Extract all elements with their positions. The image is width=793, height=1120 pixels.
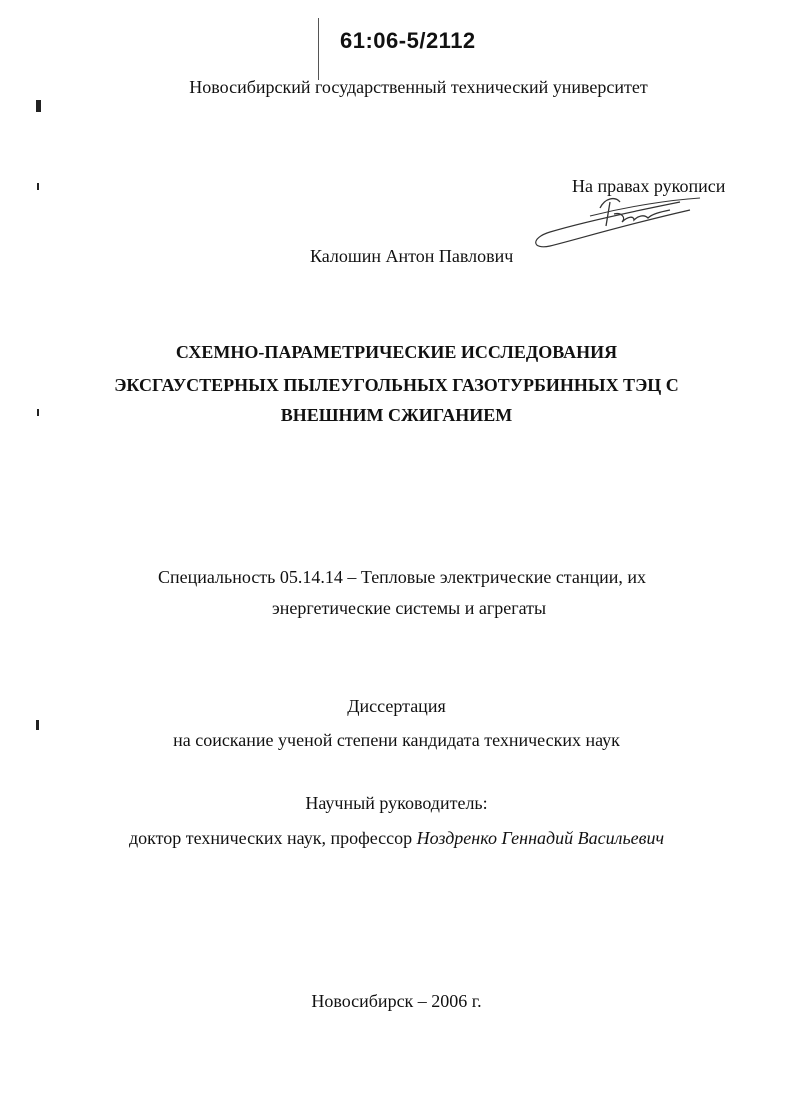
- author-signature: [530, 190, 710, 260]
- advisor-label: Научный руководитель:: [305, 793, 488, 813]
- dissertation-purpose: на соискание ученой степени кандидата технических наук: [173, 730, 620, 750]
- catalog-number: 61:06-5/2112: [340, 28, 476, 53]
- specialty-line-1: Специальность 05.14.14 – Тепловые электрические станции, их: [158, 567, 647, 587]
- thesis-title-line-2: ЭКСГАУСТЕРНЫХ ПЫЛЕУГОЛЬНЫХ ГАЗОТУРБИННЫХ ТЭЦ С: [114, 375, 679, 395]
- university-name: Новосибирский государственный технический университет: [189, 77, 648, 97]
- advisor-name: Ноздренко Геннадий Васильевич: [416, 828, 665, 848]
- thesis-title-line-3: ВНЕШНИМ СЖИГАНИЕМ: [280, 405, 513, 425]
- manuscript-note: На правах рукописи: [572, 176, 726, 196]
- binding-hole-mark: [36, 100, 41, 112]
- author-name: Калошин Антон Павлович: [310, 246, 514, 266]
- advisor-credentials: доктор технических наук, профессор: [128, 828, 417, 848]
- city-year: Новосибирск – 2006 г.: [311, 991, 482, 1011]
- binding-hole-mark: [37, 183, 39, 190]
- specialty-line-2: энергетические системы и агрегаты: [272, 598, 547, 618]
- thesis-title-line-1: СХЕМНО-ПАРАМЕТРИЧЕСКИЕ ИССЛЕДОВАНИЯ: [175, 342, 618, 362]
- advisor-line: [0, 827, 793, 849]
- dissertation-label: Диссертация: [347, 696, 446, 716]
- stamp-divider-line: [318, 18, 319, 80]
